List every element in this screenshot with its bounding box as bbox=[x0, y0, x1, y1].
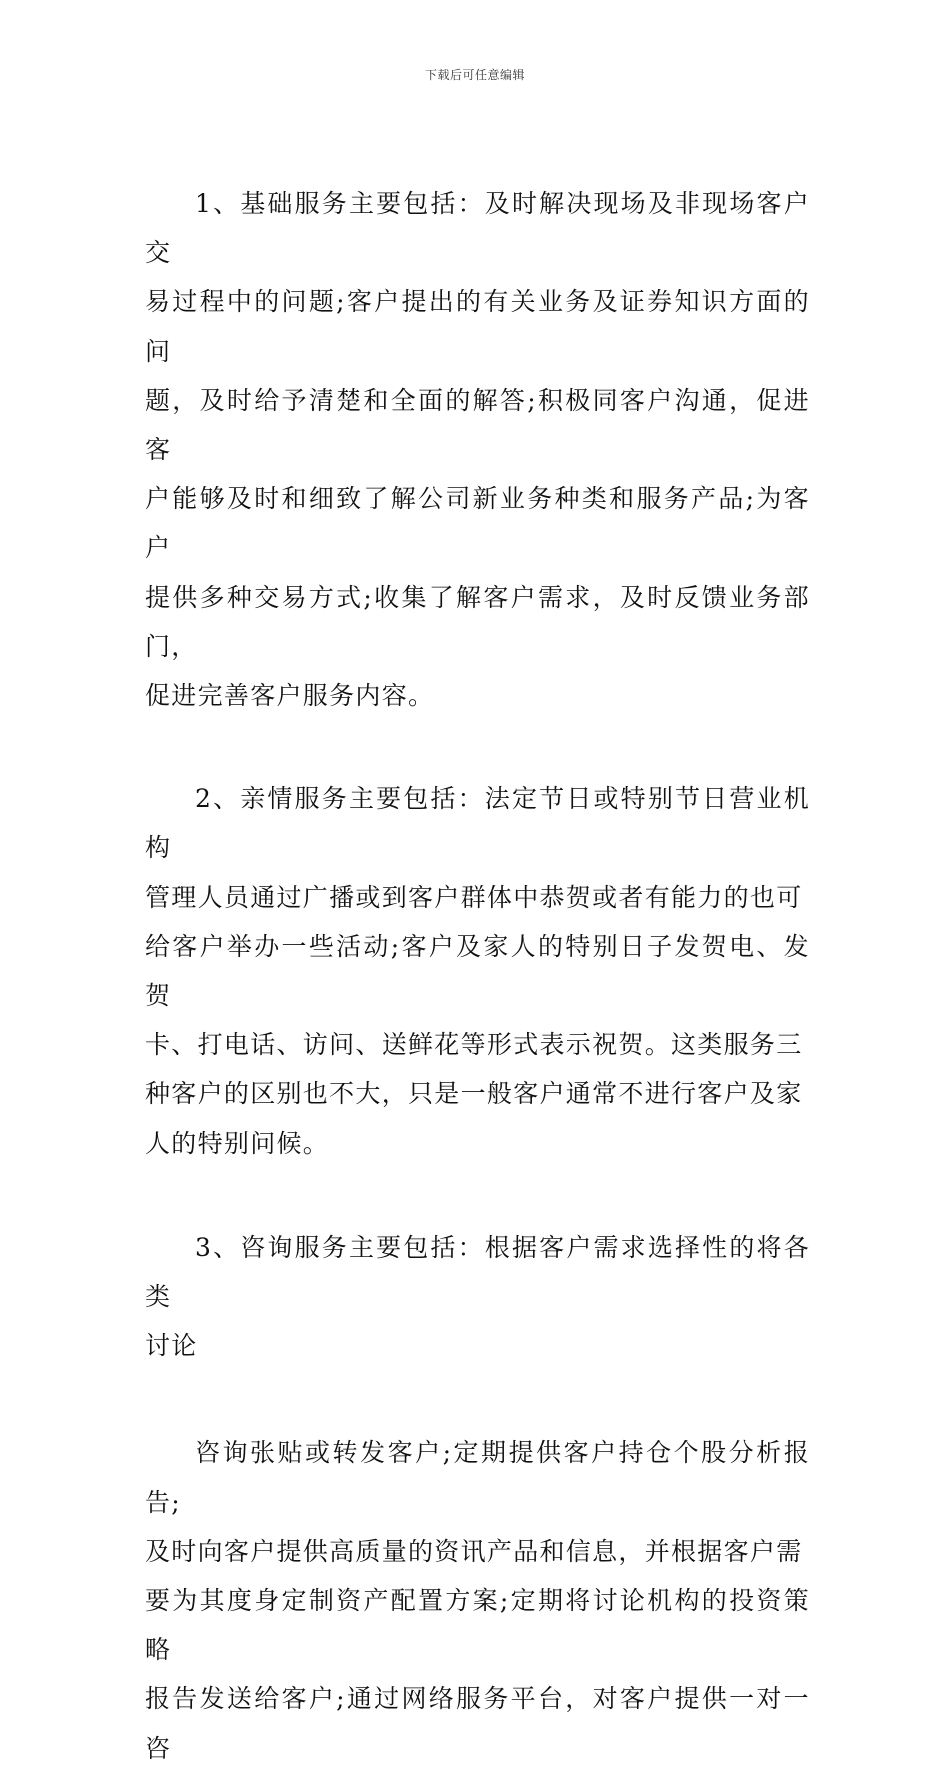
paragraph-line: 3、咨询服务主要包括：根据客户需求选择性的将各类 bbox=[145, 1232, 810, 1312]
paragraph-line: 题，及时给予清楚和全面的解答;积极同客户沟通，促进客 bbox=[145, 385, 810, 465]
paragraph-consulting-detail bbox=[145, 1428, 810, 1772]
paragraph-line: 2、亲情服务主要包括：法定节日或特别节日营业机构 bbox=[145, 784, 810, 863]
paragraph-line: 要为其度身定制资产配置方案;定期将讨论机构的投资策略 bbox=[145, 1586, 810, 1665]
paragraph-line: 1、基础服务主要包括：及时解决现场及非现场客户交 bbox=[145, 189, 810, 268]
paragraph-line: 管理人员通过广播或到客户群体中恭贺或者有能力的也可 bbox=[145, 882, 803, 912]
paragraph-basic-service bbox=[145, 179, 810, 720]
paragraph-line: 报告发送给客户;通过网络服务平台，对客户提供一对一咨 bbox=[145, 1684, 810, 1763]
paragraph-line: 及时向客户提供高质量的资讯产品和信息，并根据客户需 bbox=[145, 1536, 803, 1566]
paragraph-line: 咨询张贴或转发客户;定期提供客户持仓个股分析报告; bbox=[145, 1438, 810, 1517]
paragraph-line: 种客户的区别也不大，只是一般客户通常不进行客户及家 bbox=[145, 1079, 803, 1109]
paragraph-line: 提供多种交易方式;收集了解客户需求，及时反馈业务部门， bbox=[145, 582, 810, 661]
paragraph-family-service bbox=[145, 774, 810, 1168]
paragraph-line: 促进完善客户服务内容。 bbox=[145, 681, 435, 711]
paragraph-line: 卡、打电话、访问、送鲜花等形式表示祝贺。这类服务三 bbox=[145, 1030, 803, 1060]
page-header: 下载后可任意编辑 bbox=[424, 68, 525, 82]
paragraph-consulting-service bbox=[145, 1223, 810, 1371]
paragraph-line: 户能够及时和细致了解公司新业务种类和服务产品;为客户 bbox=[145, 484, 810, 563]
paragraph-line: 给客户举办一些活动;客户及家人的特别日子发贺电、发贺 bbox=[145, 931, 810, 1011]
paragraph-line: 易过程中的问题;客户提出的有关业务及证券知识方面的问 bbox=[145, 287, 810, 366]
paragraph-line: 讨论 bbox=[145, 1331, 198, 1361]
paragraph-line: 人的特别问候。 bbox=[145, 1128, 330, 1158]
document-body bbox=[145, 179, 810, 1773]
